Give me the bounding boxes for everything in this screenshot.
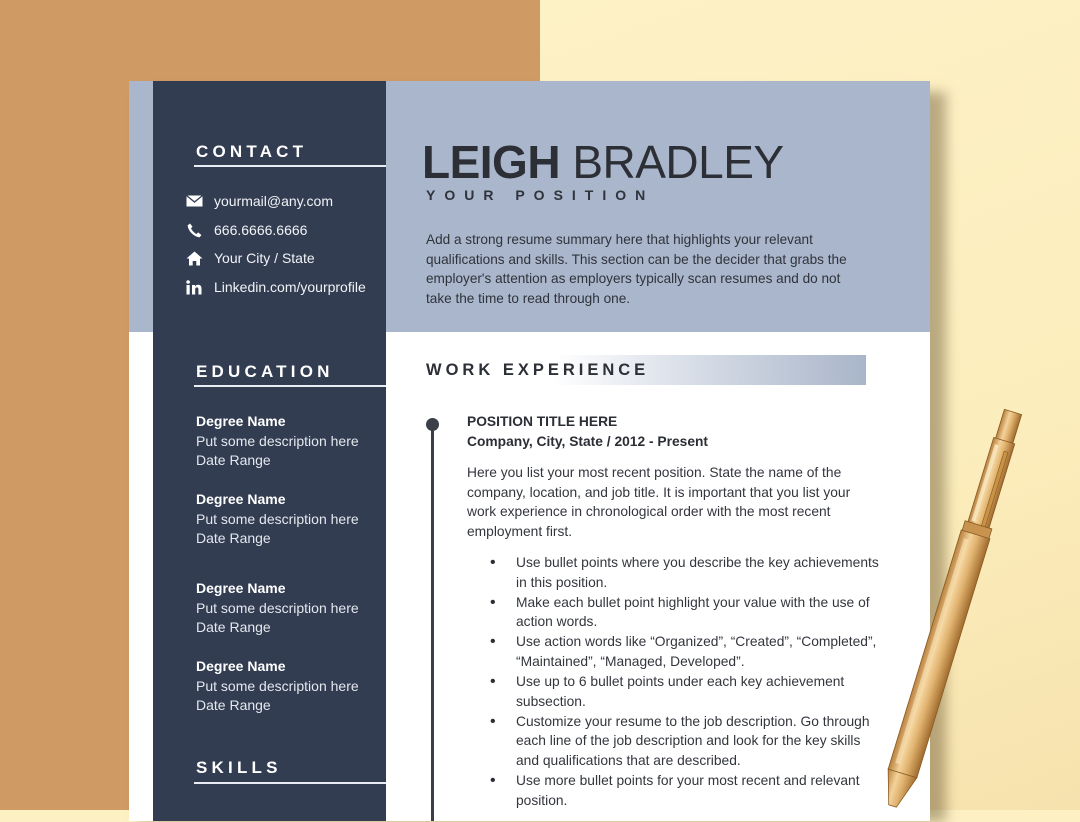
last-name: BRADLEY — [572, 136, 784, 188]
degree-description: Put some description here — [196, 599, 359, 616]
job-bullet: • Make each bullet point highlight your value with the use of action words. — [467, 593, 887, 632]
job-company: Company, City, State / 2012 - Present — [467, 434, 709, 449]
contact-phone[interactable] — [185, 220, 307, 240]
contact-location — [185, 248, 315, 268]
job-bullet: • Use bullet points where you describe the key achievements in this position. — [467, 553, 887, 592]
degree-name: Degree Name — [196, 658, 286, 674]
job-bullet: • Use up to 6 bullet points under each key achievement subsection. — [467, 672, 887, 711]
education-heading: EDUCATION — [196, 362, 334, 381]
education-item — [196, 579, 359, 638]
degree-date: Date Range — [196, 452, 271, 468]
degree-date: Date Range — [196, 619, 271, 635]
home-icon — [185, 250, 203, 266]
position-title: YOUR POSITION — [426, 187, 655, 203]
contact-phone-text: 666.6666.6666 — [214, 222, 308, 238]
contact-linkedin[interactable] — [185, 277, 366, 297]
job-bullet-list — [467, 553, 887, 811]
phone-icon — [185, 222, 203, 238]
education-item — [196, 657, 359, 716]
degree-description: Put some description here — [196, 677, 359, 694]
contact-email-text: yourmail@any.com — [214, 193, 333, 209]
sidebar — [153, 81, 386, 821]
contact-heading: CONTACT — [196, 142, 308, 161]
summary-text: Add a strong resume summary here that highlights your relevant qualifications and skills. This section can be the decider that grabs the employer's attention as employers typically scan resumes and do not take the time to read through one. — [426, 232, 847, 306]
education-rule — [194, 385, 386, 387]
linkedin-icon — [185, 279, 203, 295]
degree-name: Degree Name — [196, 413, 286, 429]
degree-description: Put some description here — [196, 510, 359, 527]
degree-name: Degree Name — [196, 580, 286, 596]
contact-location-text: Your City / State — [214, 250, 315, 266]
degree-date: Date Range — [196, 530, 271, 546]
first-name: LEIGH — [422, 136, 561, 188]
job-bullet: • Use action words like “Organized”, “Created”, “Completed”, “Maintained”, “Managed, Developed”. — [467, 632, 887, 671]
skills-rule — [194, 782, 386, 784]
degree-description: Put some description here — [196, 432, 359, 449]
job-description: Here you list your most recent position. State the name of the company, location, and job title. It is important that you list your work experience in chronological order with the most recent employment first. — [467, 465, 851, 539]
resume-name — [422, 135, 784, 189]
degree-name: Degree Name — [196, 491, 286, 507]
email-icon — [185, 193, 203, 209]
degree-date: Date Range — [196, 697, 271, 713]
skills-heading: SKILLS — [196, 758, 282, 777]
contact-linkedin-text: Linkedin.com/yourprofile — [214, 279, 366, 295]
job-bullet: • Use more bullet points for your most recent and relevant position. — [467, 771, 887, 810]
job-bullet: • Customize your resume to the job description. Go through each line of the job description and look for the key skills and qualifications that are described. — [467, 712, 887, 771]
resume-page — [129, 81, 930, 821]
education-item — [196, 490, 359, 549]
work-experience-heading: WORK EXPERIENCE — [426, 361, 650, 379]
timeline-line — [431, 426, 434, 821]
contact-email[interactable] — [185, 191, 333, 211]
contact-rule — [194, 165, 386, 167]
job-title: POSITION TITLE HERE — [467, 414, 618, 429]
timeline-dot — [426, 418, 439, 431]
education-item — [196, 412, 359, 471]
